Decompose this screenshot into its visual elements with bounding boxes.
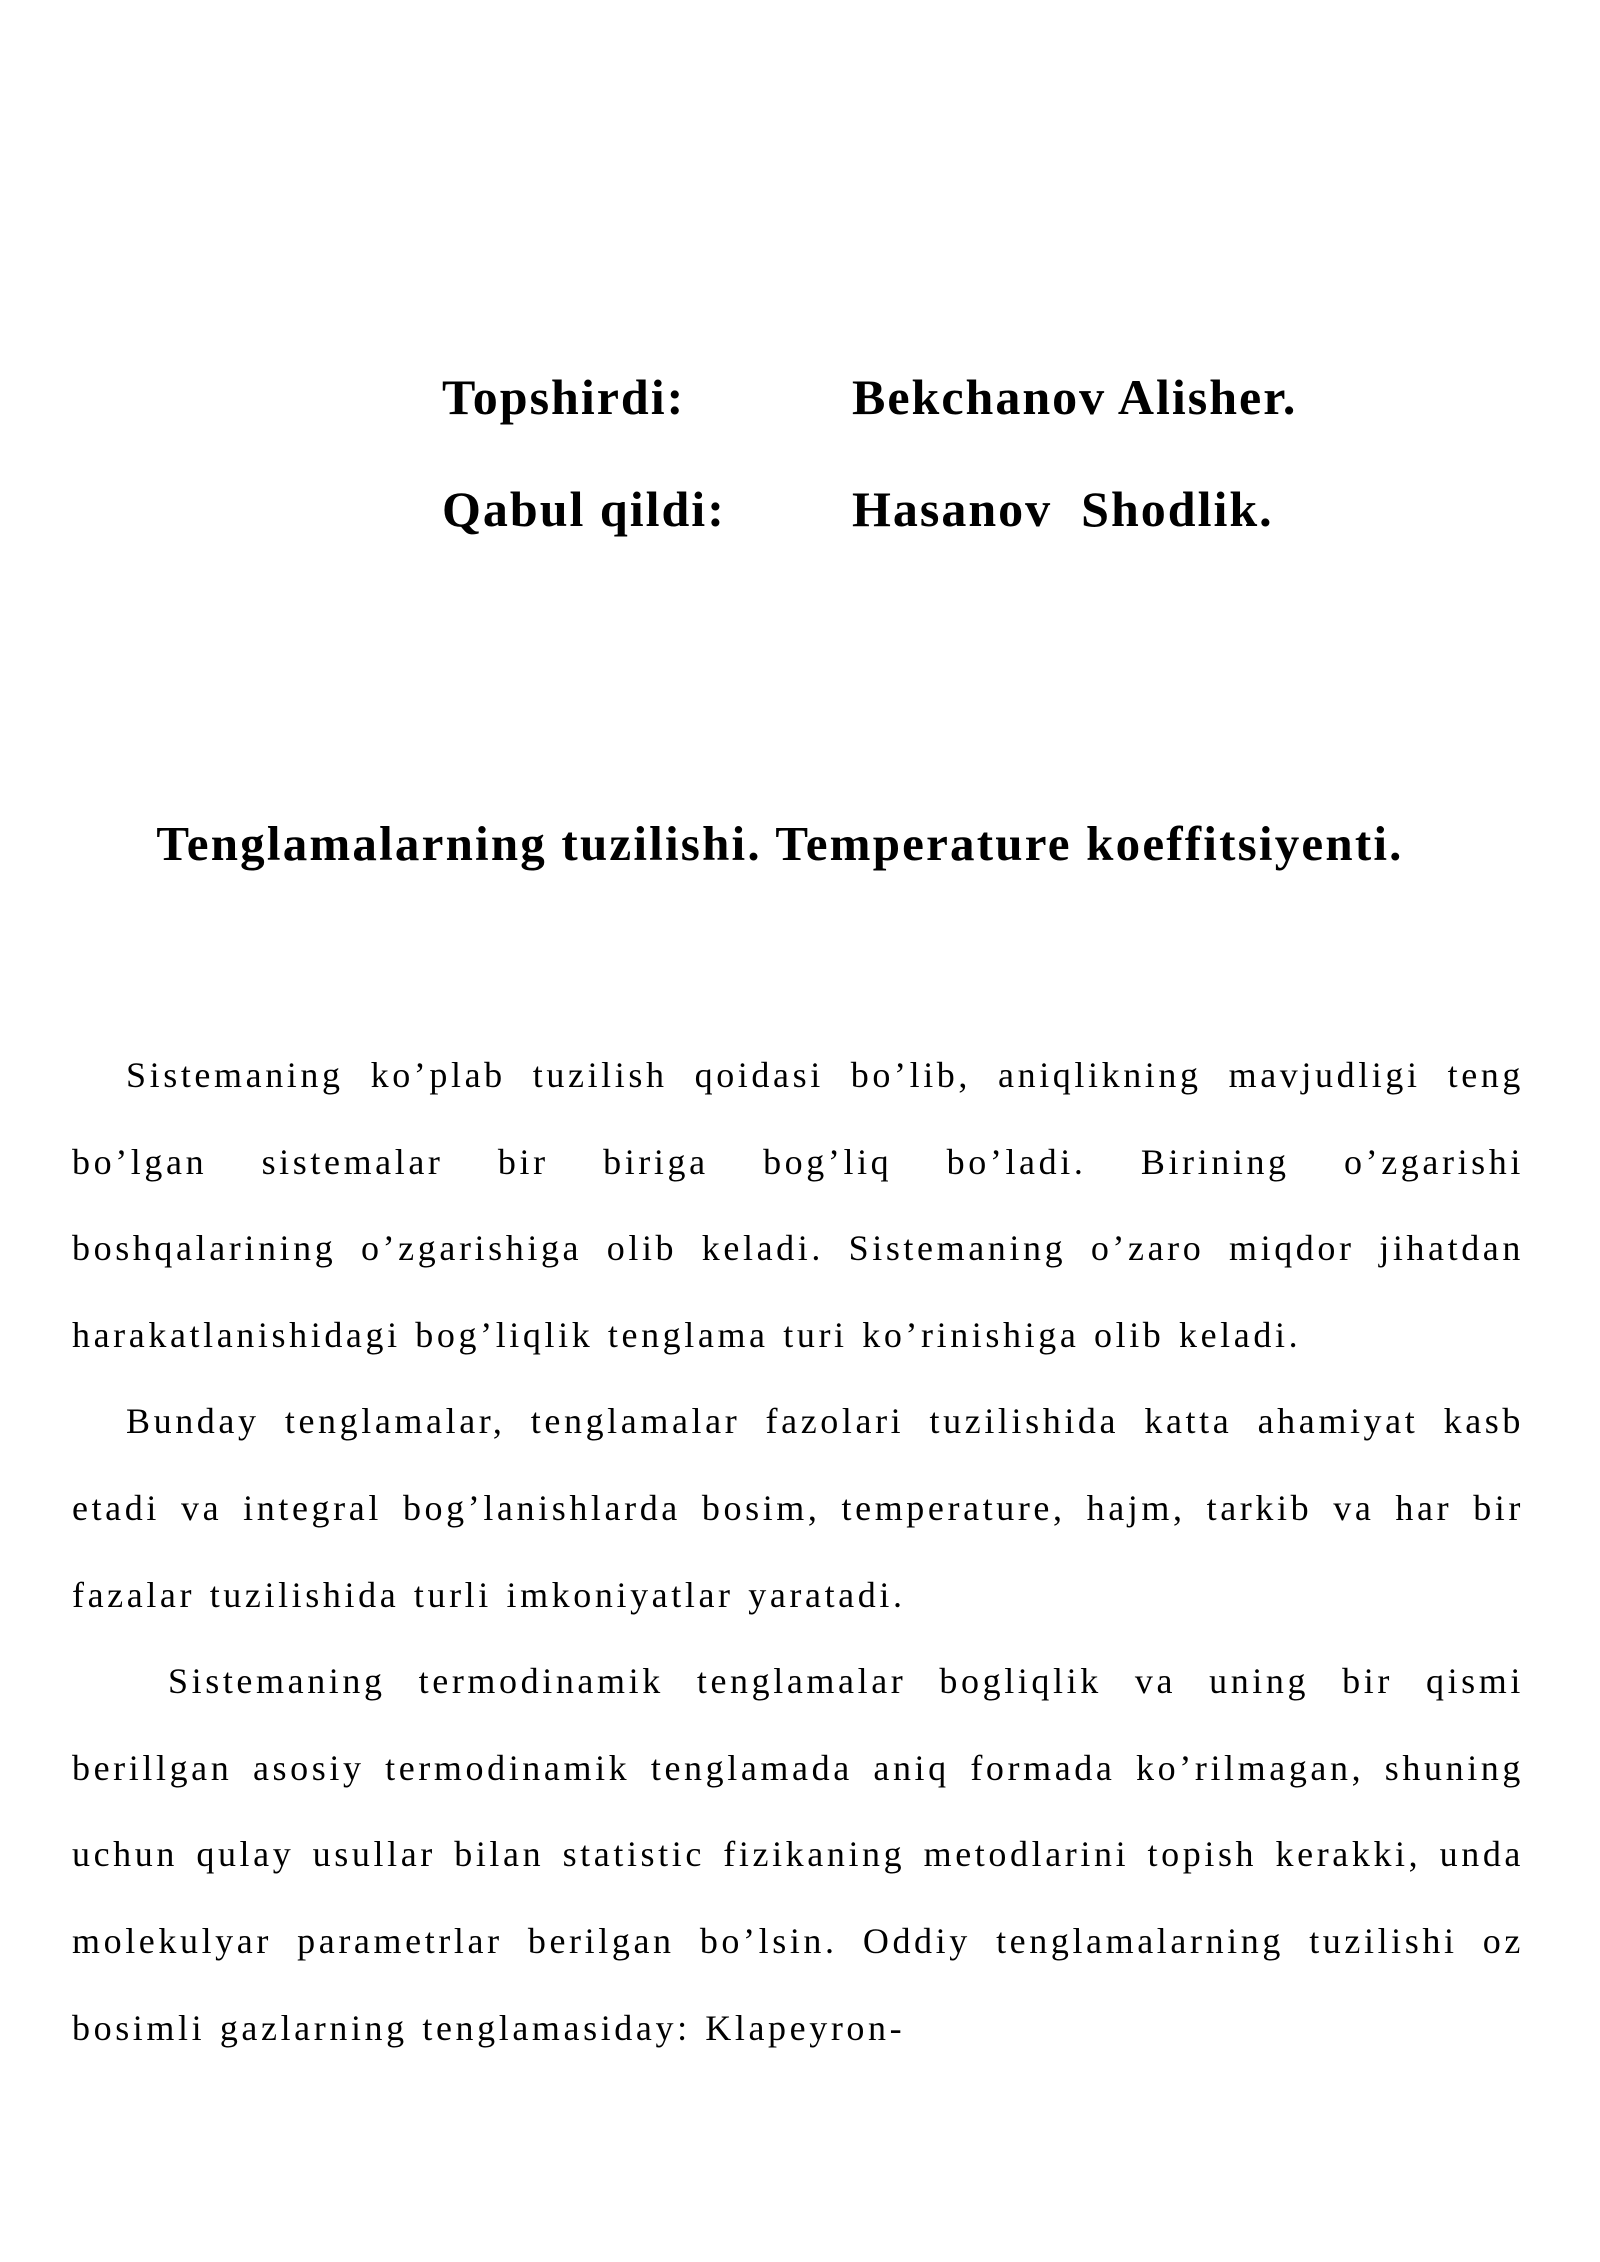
submission-info [442, 368, 1442, 592]
body-paragraph: Sistemaning termodinamik tenglamalar bogliqlik va uning bir qismi berillgan asosiy termodinamik tenglamada aniq formada ko’rilmagan, shuning uchun qulay usullar bilan statistic fizikaning metodlarini topish kerakki, unda molekulyar parametrlar berilgan bo’lsin. Oddiy tenglamalarning tuzilishi oz bosimli gazlarning tenglamasiday: Klapeyron- [72, 1661, 1524, 2048]
body-paragraph: Sistemaning ko’plab tuzilish qoidasi bo’lib, aniqlikning mavjudligi teng bo’lgan sistemalar bir biriga bog’liq bo’ladi. Birining o’zgarishi boshqalarining o’zgarishiga olib keladi. Sistemaning o’zaro miqdor jihatdan harakatlanishidagi bog’liqlik tenglama turi ko’rinishiga olib keladi. [72, 1055, 1524, 1355]
submitted-by-row [442, 368, 1442, 480]
received-by-name: Hasanov Shodlik. [852, 481, 1274, 537]
submitted-by-name: Bekchanov Alisher. [852, 369, 1298, 425]
body-paragraph: Bunday tenglamalar, tenglamalar fazolari tuzilishida katta ahamiyat kasb etadi va integral bog’lanishlarda bosim, temperature, hajm, tarkib va har bir fazalar tuzilishida turli imkoniyatlar yaratadi. [72, 1401, 1524, 1615]
submitted-by-label: Topshirdi: [442, 369, 686, 425]
received-by-label: Qabul qildi: [442, 481, 726, 537]
document-title-text: Tenglamalarning tuzilishi. Temperature koeffitsiyenti. [156, 816, 1404, 871]
document-title [0, 815, 1600, 872]
document-body [72, 1032, 1524, 2071]
received-by-row [442, 480, 1442, 592]
